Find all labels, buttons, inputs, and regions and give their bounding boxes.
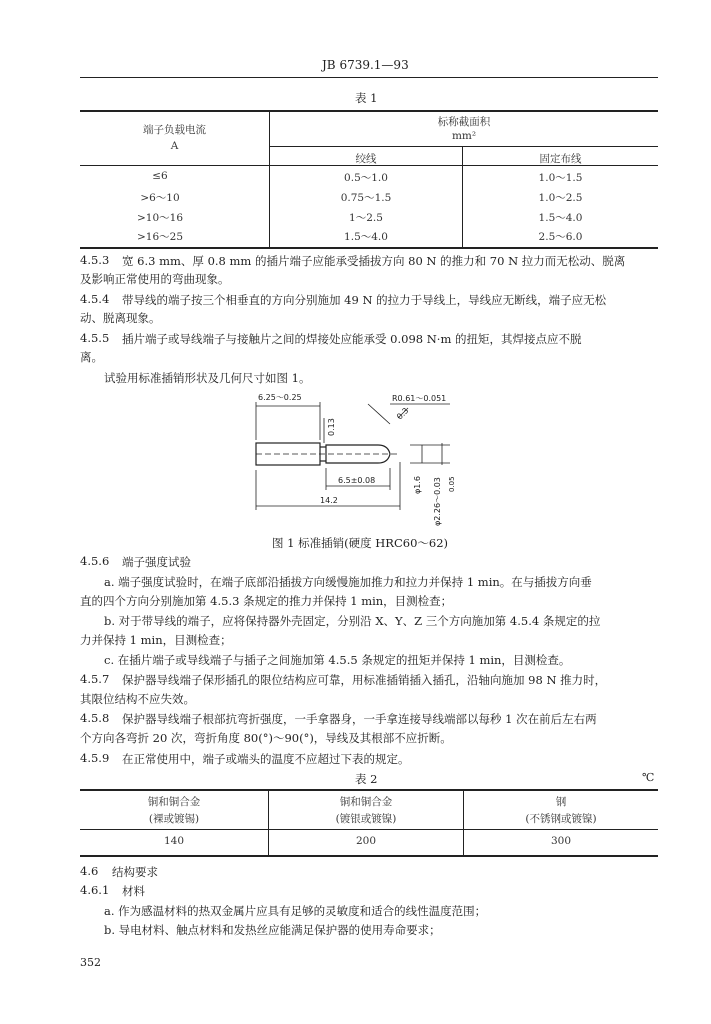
section-4-6-number: 4.6 bbox=[80, 864, 99, 878]
clause-4-5-8-line1: 保护器导线端子根部抗弯折强度，一手拿器身，一手拿连接导线端部以每秒 1 次在前后左右两 bbox=[122, 712, 597, 726]
table1-bottom-rule bbox=[80, 247, 658, 249]
clause-4-5-5-line1: 插片端子或导线端子与接触片之间的焊接处应能承受 0.098 N·m 的扭矩，其焊接点应不脱 bbox=[122, 332, 582, 346]
table1-caption: 表 1 bbox=[355, 91, 378, 105]
clause-4-5-4-number: 4.5.4 bbox=[80, 292, 110, 306]
table1-row3-stranded: 1～2.5 bbox=[349, 212, 383, 224]
dim-head-length: 6.25～0.25 bbox=[258, 393, 302, 402]
clause-4-5-3-number: 4.5.3 bbox=[80, 253, 110, 267]
clause-4-5-4-line2: 动、脱离现象。 bbox=[80, 311, 161, 325]
dim-shank-diameter: φ1.6 bbox=[413, 476, 422, 494]
table1-col-section: 标称截面积 bbox=[437, 116, 491, 128]
table1-row3-current: >10～16 bbox=[136, 212, 184, 224]
table2-h3-line1: 钢 bbox=[555, 796, 567, 808]
clause-4-5-6-number: 4.5.6 bbox=[80, 554, 110, 568]
clause-4-5-5-line2: 离。 bbox=[80, 350, 103, 364]
clause-4-5-7-line2: 其限位结构不应失效。 bbox=[80, 692, 195, 706]
clause-4-5-8-number: 4.5.8 bbox=[80, 711, 110, 725]
table2-h2-line1: 铜和铜合金 bbox=[339, 796, 393, 808]
header-rule bbox=[80, 77, 658, 78]
clause-4-5-7-number: 4.5.7 bbox=[80, 672, 110, 686]
table1-col-load-current-unit: A bbox=[170, 140, 179, 152]
table2-value-2: 200 bbox=[355, 835, 377, 847]
dim-tolerance: 0.05 bbox=[448, 476, 456, 492]
clause-4-5-9-number: 4.5.9 bbox=[80, 751, 110, 765]
table2-h1-line1: 铜和铜合金 bbox=[147, 796, 201, 808]
table1-top-rule bbox=[80, 110, 658, 112]
clause-4-5-5-line3: 试验用标准插销形状及几何尺寸如图 1。 bbox=[104, 371, 311, 385]
table2-header-rule bbox=[80, 829, 658, 830]
dim-head-diameter: φ2.26～0.03 bbox=[433, 477, 442, 526]
clause-4-5-7-line1: 保护器导线端子保形插孔的限位结构应可靠，用标准插销插入插孔，沿轴向施加 98 N 推力时， bbox=[122, 673, 607, 687]
table2-caption: 表 2 bbox=[355, 772, 378, 786]
dim-neck-offset: 0.13 bbox=[327, 418, 336, 436]
clause-4-5-6-c-line1: c. 在插片端子或导线端子与插子之间施加第 4.5.5 条规定的扭矩并保持 1 min，目测检查。 bbox=[104, 653, 571, 667]
clause-4-5-3-line1: 宽 6.3 mm、厚 0.8 mm 的插片端子应能承受插拔方向 80 N 的推力和 70 N 拉力而无松动、脱离 bbox=[122, 254, 626, 268]
table1-row3-solid: 1.5～4.0 bbox=[538, 212, 583, 224]
table1-mid-rule bbox=[270, 146, 658, 147]
figure1-drawing bbox=[250, 390, 470, 530]
clause-4-5-6-b-line1: b. 对于带导线的端子，应将保持器外壳固定，分别沿 X、Y、Z 三个方向施加第 4.5.4 条规定的拉 bbox=[104, 614, 601, 628]
clause-4-5-4-line1: 带导线的端子按三个相垂直的方向分别施加 49 N 的拉力于导线上，导线应无断线，端子应无松 bbox=[122, 293, 607, 307]
table1-row1-current: ≤6 bbox=[152, 170, 168, 182]
table1-row4-solid: 2.5～6.0 bbox=[538, 231, 583, 243]
header-code: JB 6739.1—93 bbox=[322, 58, 409, 72]
dim-total-length: 14.2 bbox=[320, 496, 338, 505]
pin-outline bbox=[256, 443, 400, 465]
table1-col-load-current: 端子负载电流 bbox=[143, 124, 206, 136]
figure1-caption: 图 1 标准插销(硬度 HRC60～62) bbox=[272, 536, 449, 550]
table2-h3-line2: (不锈钢或镀镍) bbox=[525, 813, 597, 825]
table1-row4-current: >16～25 bbox=[136, 231, 184, 243]
clause-4-6-1-title: 材料 bbox=[122, 884, 145, 898]
clause-4-5-9-line1: 在正常使用中，端子或端头的温度不应超过下表的规定。 bbox=[122, 752, 410, 766]
clause-4-5-6-a-line2: 直的四个方向分别施加第 4.5.3 条规定的推力并保持 1 min，目测检查； bbox=[80, 594, 453, 608]
table1-row2-stranded: 0.75～1.5 bbox=[340, 192, 392, 204]
table2-top-rule bbox=[80, 789, 658, 791]
clause-4-6-1-b: b. 导电材料、触点材料和发热丝应能满足保护器的使用寿命要求； bbox=[104, 923, 441, 937]
table1-row2-solid: 1.0～2.5 bbox=[538, 192, 583, 204]
table2-value-1: 140 bbox=[163, 835, 185, 847]
dim-chamfer: 0.3 bbox=[395, 406, 411, 422]
section-4-6-title: 结构要求 bbox=[112, 865, 158, 879]
table1-sub-solid: 固定布线 bbox=[539, 153, 582, 165]
clause-4-5-6-a-line1: a. 端子强度试验时，在端子底部沿插拔方向缓慢施加推力和拉力并保持 1 min。在与插拔方向垂 bbox=[104, 575, 592, 589]
dim-shank-length: 6.5±0.08 bbox=[338, 476, 376, 485]
table1-row2-current: >6～10 bbox=[140, 192, 180, 204]
clause-4-5-6-b-line2: 力并保持 1 min，目测检查； bbox=[80, 633, 232, 647]
clause-4-6-1-a: a. 作为感温材料的热双金属片应具有足够的灵敏度和适合的线性温度范围； bbox=[104, 904, 487, 918]
table2-h1-line2: (裸或镀锡) bbox=[148, 813, 200, 825]
table1-row1-solid: 1.0～1.5 bbox=[538, 172, 583, 184]
table1-row4-stranded: 1.5～4.0 bbox=[344, 231, 388, 243]
page-number: 352 bbox=[80, 956, 101, 969]
table2-h2-line2: (镀银或镀镍) bbox=[335, 813, 397, 825]
table1-col-section-unit: mm² bbox=[451, 130, 477, 142]
clause-4-5-6-title: 端子强度试验 bbox=[122, 555, 191, 569]
dim-tip-radius: R0.61～0.051 bbox=[392, 394, 447, 403]
table1-row1-stranded: 0.5～1.0 bbox=[344, 172, 388, 184]
clause-4-5-3-line2: 及影响正常使用的弯曲现象。 bbox=[80, 272, 230, 286]
clause-4-5-8-line2: 个方向各弯折 20 次，弯折角度 80(°)～90(°)，导线及其根部不应折断。 bbox=[80, 731, 452, 745]
table2-value-3: 300 bbox=[550, 835, 572, 847]
clause-4-6-1-number: 4.6.1 bbox=[80, 883, 110, 897]
table1-sub-stranded: 绞线 bbox=[355, 153, 377, 165]
table2-unit: ℃ bbox=[642, 771, 655, 784]
table2-bottom-rule bbox=[80, 855, 658, 857]
clause-4-5-5-number: 4.5.5 bbox=[80, 331, 110, 345]
